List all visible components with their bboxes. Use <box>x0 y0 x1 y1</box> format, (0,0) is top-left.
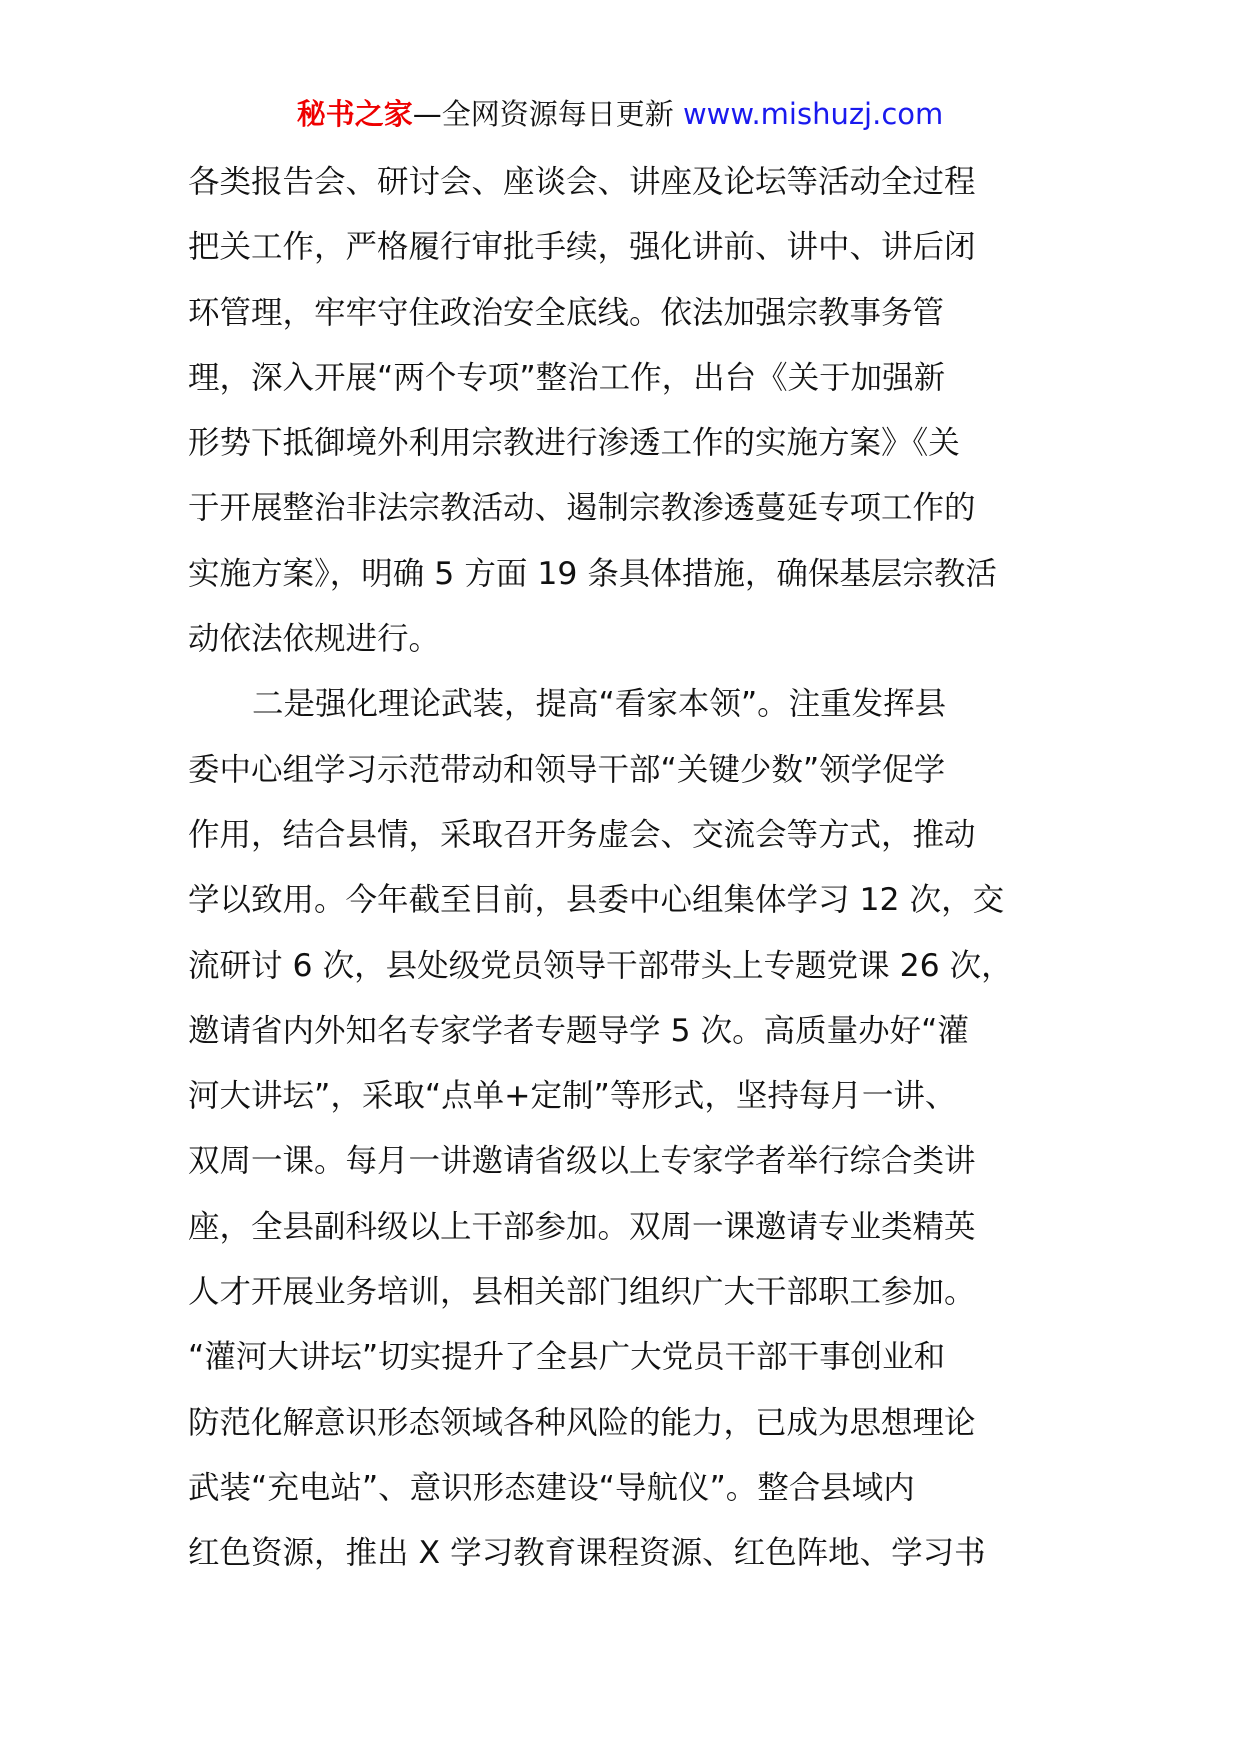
text-line: 流研讨 6 次，县处级党员领导干部带头上专题党课 26 次， <box>188 947 1013 984</box>
text-line: 武装“充电站”、意识形态建设“导航仪”。整合县域内 <box>188 1469 915 1506</box>
text-line: 于开展整治非法宗教活动、遏制宗教渗透蔓延专项工作的 <box>188 490 976 527</box>
text-line: 动依法依规进行。 <box>188 621 441 658</box>
header-tagline: —全网资源每日更新 <box>412 97 683 131</box>
document-body <box>188 150 1058 1587</box>
paragraph-start-line: 二是强化理论武装，提高“看家本领”。注重发挥县 <box>252 686 947 723</box>
text-line: 环管理，牢牢守住政治安全底线。依法加强宗教事务管 <box>188 294 945 331</box>
text-line: 防范化解意识形态领域各种风险的能力，已成为思想理论 <box>188 1404 976 1441</box>
text-line: 双周一课。每月一讲邀请省级以上专家学者举行综合类讲 <box>188 1143 976 1180</box>
text-line: “灌河大讲坛”切实提升了全县广大党员干部干事创业和 <box>188 1339 946 1376</box>
text-line: 座，全县副科级以上干部参加。双周一课邀请专业类精英 <box>188 1208 976 1245</box>
text-line: 河大讲坛”，采取“点单+定制”等形式，坚持每月一讲、 <box>188 1078 957 1115</box>
brand-name: 秘书之家 <box>296 97 413 131</box>
text-line: 各类报告会、研讨会、座谈会、讲座及论坛等活动全过程 <box>188 164 976 200</box>
text-line: 红色资源，推出 X 学习教育课程资源、红色阵地、学习书 <box>188 1535 986 1572</box>
text-line: 作用，结合县情，采取召开务虚会、交流会等方式，推动 <box>188 816 976 853</box>
site-url-link[interactable]: www.mishuzj.com <box>682 97 944 131</box>
text-line: 学以致用。今年截至目前，县委中心组集体学习 12 次，交 <box>188 882 1005 919</box>
text-line: 邀请省内外知名专家学者专题导学 5 次。高质量办好“灌 <box>188 1012 969 1049</box>
text-line: 理，深入开展“两个专项”整治工作，出台《关于加强新 <box>188 359 946 396</box>
text-line: 实施方案》，明确 5 方面 19 条具体措施，确保基层宗教活 <box>188 555 997 592</box>
text-line: 人才开展业务培训，县相关部门组织广大干部职工参加。 <box>188 1274 976 1311</box>
text-line: 委中心组学习示范带动和领导干部“关键少数”领学促学 <box>188 751 946 788</box>
text-line: 把关工作，严格履行审批手续，强化讲前、讲中、讲后闭 <box>188 229 976 266</box>
text-line: 形势下抵御境外利用宗教进行渗透工作的实施方案》《关 <box>188 425 960 462</box>
page-header <box>0 92 1240 136</box>
